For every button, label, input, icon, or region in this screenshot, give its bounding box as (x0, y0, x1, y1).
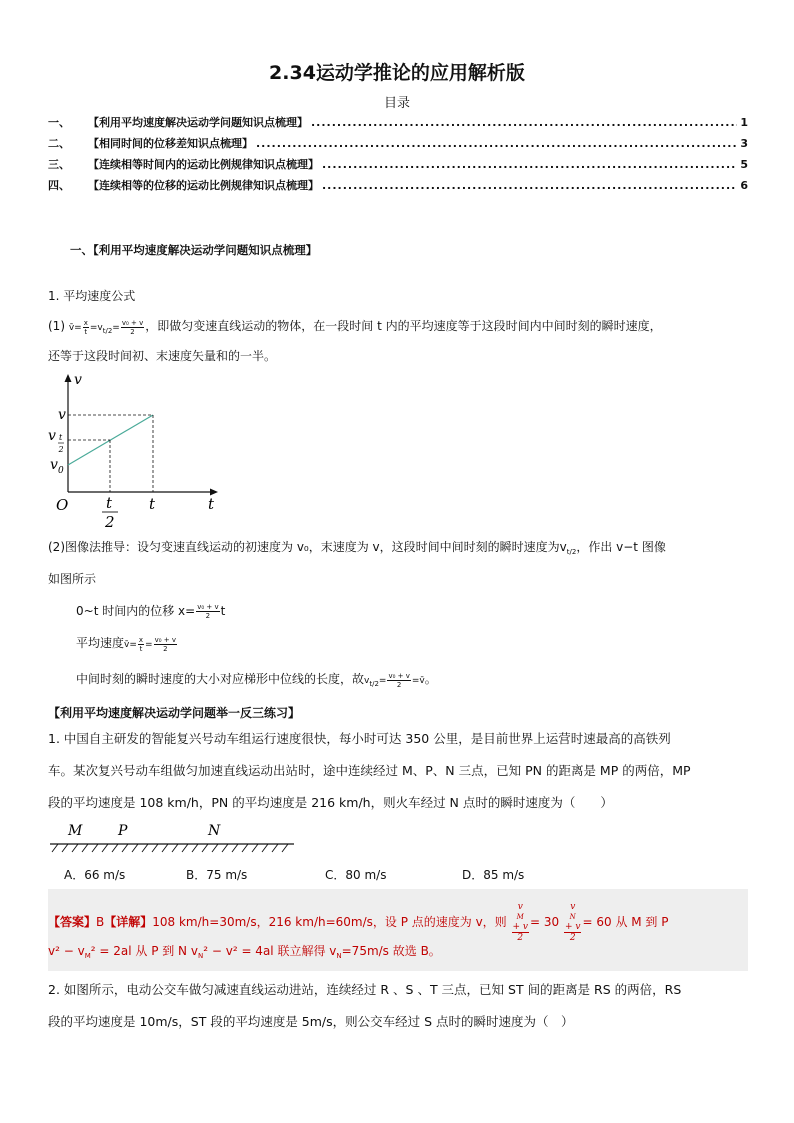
derivation-line: 平均速度v̄= $\frac{x}{t}$ = $\frac{\text{v₀ + v}}{2}$ (76, 636, 177, 653)
toc-entry[interactable]: 一、 【利用平均速度解决运动学问题知识点梳理】 ..... 1 (48, 114, 748, 130)
question-text: 段的平均速度是 10m/s，ST 段的平均速度是 5m/s，则公交车经过 S 点时的瞬时速度为（ ） (48, 1014, 574, 1029)
toc-entry[interactable]: 三、 【连续相等时间内的运动比例规律知识点梳理】 ..... 5 (48, 156, 748, 172)
practice-heading: 【利用平均速度解决运动学问题举一反三练习】 (48, 706, 301, 720)
vhalf-symbol: $v_{t/2}$ (559, 540, 577, 556)
track-figure (48, 820, 298, 854)
vt-graph (46, 372, 226, 532)
toc-label: 【利用平均速度解决运动学问题知识点梳理】 (88, 116, 308, 129)
tick-half-num: t (106, 494, 113, 512)
option-a[interactable]: A．66 m/s (64, 868, 126, 882)
toc-page: 5 (740, 158, 748, 171)
origin-label: O (56, 496, 69, 514)
option-d[interactable]: D．85 m/s (462, 868, 525, 882)
answer-letter: B (96, 915, 105, 929)
v0-label: v (50, 457, 58, 473)
point-P: P (118, 823, 128, 839)
v0-sub: 0 (58, 466, 64, 476)
tick-t: t (149, 495, 156, 513)
point-M: M (68, 823, 83, 839)
question-text: 段的平均速度是 108 km/h，PN 的平均速度是 216 km/h，则火车经过 N 点时的瞬时速度为（ ） (48, 795, 613, 810)
paragraph-line: 还等于这段时间初、末速度矢量和的一半。 (48, 349, 277, 363)
formula-inline: v̄= $\frac{x}{t}$ $=v_{t/2}=$ $\frac{\text{v₀ + v}}{2}$ (68, 319, 144, 336)
paragraph-line: 如图所示 (48, 572, 97, 586)
toc-label: 【连续相等时间内的运动比例规律知识点梳理】 (88, 158, 319, 171)
toc-entry[interactable]: 二、 【相同时间的位移差知识点梳理】 ..... 3 (48, 135, 748, 151)
option-c[interactable]: C．80 m/s (325, 868, 387, 882)
question-text: 1. 中国自主研发的智能复兴号动车组运行速度很快，每小时可达 350 公里，是目前世界上运营时速最高的高铁列 (48, 731, 671, 746)
toc-leader (322, 179, 737, 192)
tick-half-den: 2 (105, 513, 115, 531)
point-N: N (208, 823, 221, 839)
question-text: 车。某次复兴号动车组做匀加速直线运动出站时，途中连续经过 M、P、N 三点，已知 PN 的距离是 MP 的两倍，MP (48, 763, 691, 778)
toc-page: 6 (740, 179, 748, 192)
v-label: v (58, 407, 66, 423)
toc-heading: 目录 (383, 96, 410, 111)
answer-line: 【答案】B【详解】108 km/h=30m/s，216 km/h=60m/s，设 P 点的速度为 v，则 v M + v 2 = 30 v N + v 2 = 60 从 M 到 P (48, 902, 669, 943)
toc-page: 1 (740, 116, 748, 129)
answer-line: $v^2 - v_M^2 = 2al$ 从 P 到 N $v_N^2 - v^2 = 4al$ 联立解得 $v_N=75m/s$ 故选 B。 (48, 944, 441, 960)
formula-paragraph: (1) v̄= $\frac{x}{t}$ $=v_{t/2}=$ $\frac{\text{v₀ + v}}{2}$ ，即做匀变速直线运动的物体，在一段时间 t 内的平均速度等于这段时间内中间时刻的瞬时速度， (48, 319, 662, 336)
document-title: 2.34运动学推论的应用解析版 (269, 62, 525, 84)
toc-leader (322, 158, 737, 171)
vhalf-sub-num: t (59, 433, 63, 442)
toc-leader (311, 116, 737, 129)
toc-label: 【连续相等的位移的运动比例规律知识点梳理】 (88, 179, 319, 192)
toc-page: 3 (740, 137, 748, 150)
toc-leader (256, 137, 737, 150)
item-title: 1. 平均速度公式 (48, 289, 136, 303)
y-axis-label: v (74, 372, 82, 388)
option-b[interactable]: B．75 m/s (186, 868, 248, 882)
toc-label: 【相同时间的位移差知识点梳理】 (88, 137, 253, 150)
derivation-line: 中间时刻的瞬时速度的大小对应梯形中位线的长度，故$v_{t/2}=$ $\frac{\text{v₀ + v}}{2}$ =v̄。 (76, 672, 437, 689)
vhalf-label: v (48, 428, 56, 444)
paragraph-line: (2)图像法推导：设匀变速直线运动的初速度为 v₀，末速度为 v，这段时间中间时刻的瞬时速度为$v_{t/2}$，作出 v−t 图像 (48, 540, 666, 556)
section-heading: 一、【利用平均速度解决运动学问题知识点梳理】 (70, 243, 318, 257)
vhalf-sub-den: 2 (58, 445, 64, 454)
question-text: 2. 如图所示，电动公交车做匀减速直线运动进站，连续经过 R 、S 、T 三点，已知 ST 间的距离是 RS 的两倍，RS (48, 982, 682, 997)
track-hatching (52, 844, 288, 852)
toc-entry[interactable]: 四、 【连续相等的位移的运动比例规律知识点梳理】 ..... 6 (48, 177, 748, 193)
derivation-line: 0~t 时间内的位移 x= $\frac{\text{v₀ + v}}{2}$ t (76, 603, 226, 620)
x-axis-label: t (208, 495, 215, 513)
y-axis-arrow (65, 374, 72, 382)
